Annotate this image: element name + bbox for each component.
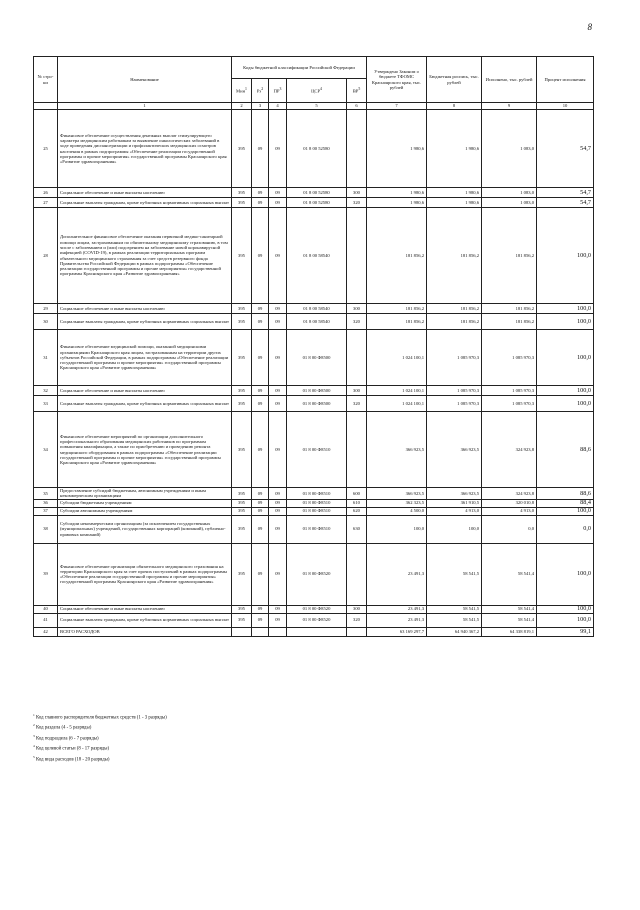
cell-vr [347,412,367,488]
cell-exec: 181 856,2 [482,304,537,314]
cell-min [232,627,252,636]
table-body [34,110,594,637]
cell-rz: 09 [252,188,269,198]
cell-name: Социальное обеспечение и иные выплаты населению [58,304,232,314]
cell-name: Дополнительное финансовое обеспечение оказания первичной медико-санитарной помощи лицам, застрахованным по обязательному медицинскому страхованию, в том числе с заболеванием и (или) подозрением на заболевание новой коронавирусной инфекцией (COVID-19), в рамках реализации территориальных программ обязательного медицинского страхования за счет средств резервного фонда Правительства Российской Федерации в рамках подпрограммы «Обеспечение реализации государственной программы и прочие мероприятия» государственной программы Красноярского края «Развитие здравоохранения» [58,208,232,304]
cell-budget: 1 980,6 [427,110,482,188]
cell-rz: 09 [252,110,269,188]
column-number: 9 [482,103,537,110]
cell-rz [252,627,269,636]
cell-min: 395 [232,396,252,412]
cell-min: 395 [232,412,252,488]
cell-approved: 63 169 297,7 [367,627,427,636]
cell-pct: 88,6 [537,412,594,488]
cell-n: 32 [34,386,58,396]
cell-approved: 1 024 100,1 [367,330,427,386]
cell-budget: 1 980,6 [427,188,482,198]
cell-approved: 4 500,0 [367,507,427,515]
cell-pct: 100,0 [537,208,594,304]
table-header [34,57,594,110]
table-row [34,330,594,386]
cell-exec: 1 085 970,3 [482,386,537,396]
cell-exec: 320 010,8 [482,499,537,507]
cell-approved: 1 980,6 [367,110,427,188]
cell-pct: 100,0 [537,613,594,627]
cell-exec: 181 856,2 [482,314,537,330]
budget-table [33,56,594,637]
cell-pr: 09 [269,314,287,330]
column-number: 8 [427,103,482,110]
cell-name: Социальные выплаты гражданам, кроме публичных нормативных социальных выплат [58,396,232,412]
cell-rz: 09 [252,412,269,488]
table-row [34,507,594,515]
cell-budget: 181 856,2 [427,304,482,314]
cell-pct: 100,0 [537,605,594,613]
column-number: 4 [269,103,287,110]
cell-min: 395 [232,386,252,396]
cell-budget: 366 923,5 [427,412,482,488]
cell-rz: 09 [252,304,269,314]
header-budget-list: Бюджетная роспись, тыс. рублей [427,57,482,103]
cell-vr [347,330,367,386]
cell-rz: 09 [252,543,269,605]
cell-n: 26 [34,188,58,198]
cell-pct: 100,0 [537,543,594,605]
cell-min: 395 [232,314,252,330]
cell-csr: 01 8 00 Ф8510 [287,499,347,507]
cell-vr: 320 [347,314,367,330]
cell-csr: 01 8 00 Ф8510 [287,488,347,500]
cell-approved: 23 491,3 [367,543,427,605]
cell-pr: 09 [269,499,287,507]
cell-budget: 1 085 970,3 [427,396,482,412]
cell-n: 35 [34,488,58,500]
cell-n: 37 [34,507,58,515]
cell-pct: 0,0 [537,515,594,543]
cell-vr: 320 [347,198,367,208]
cell-n: 33 [34,396,58,412]
cell-approved: 362 323,5 [367,499,427,507]
column-number: 3 [252,103,269,110]
header-min: Мин$^1$ [232,79,252,103]
cell-rz: 09 [252,507,269,515]
cell-name: Субсидии автономным учреждениям [58,507,232,515]
cell-pr: 09 [269,386,287,396]
cell-min: 395 [232,110,252,188]
cell-csr: 01 8 00 Ф8510 [287,515,347,543]
table-row [34,110,594,188]
cell-n: 40 [34,605,58,613]
header-codes-group: Коды бюджетной классификации Российской Федерации [232,57,367,79]
cell-exec: 181 856,2 [482,208,537,304]
cell-approved: 1 024 100,1 [367,386,427,396]
column-number: 7 [367,103,427,110]
cell-vr: 300 [347,188,367,198]
table-row [34,198,594,208]
cell-pr: 09 [269,198,287,208]
cell-min: 395 [232,507,252,515]
column-number-blank [34,103,58,110]
cell-name: Социальные выплаты гражданам, кроме публичных нормативных социальных выплат [58,314,232,330]
cell-csr: 01 8 00 58540 [287,208,347,304]
cell-budget: 58 541,5 [427,543,482,605]
cell-min: 395 [232,304,252,314]
cell-n: 28 [34,208,58,304]
table-row [34,499,594,507]
cell-rz: 09 [252,330,269,386]
cell-csr: 01 8 00 Ф8510 [287,412,347,488]
cell-pr: 09 [269,515,287,543]
cell-min: 395 [232,605,252,613]
cell-min: 395 [232,515,252,543]
cell-pct: 99,1 [537,627,594,636]
header-percent: Процент исполнения [537,57,594,103]
cell-name: Социальное обеспечение и иные выплаты населению [58,188,232,198]
footnote: $^2$ Код раздела (4 - 5 разряды) [33,723,92,731]
cell-rz: 09 [252,499,269,507]
column-number: 1 [58,103,232,110]
header-pr: $ПР^3$ [269,79,287,103]
cell-n: 39 [34,543,58,605]
cell-pr: 09 [269,605,287,613]
cell-n: 31 [34,330,58,386]
cell-rz: 09 [252,488,269,500]
cell-pr [269,627,287,636]
cell-csr: 01 8 00 52580 [287,198,347,208]
cell-n: 38 [34,515,58,543]
cell-vr: 300 [347,386,367,396]
cell-exec: 4 913,0 [482,507,537,515]
cell-exec: 1 085 970,3 [482,396,537,412]
cell-min: 395 [232,499,252,507]
cell-rz: 09 [252,396,269,412]
cell-exec: 1 085 970,3 [482,330,537,386]
table-row [34,304,594,314]
footnote: $^5$ Код вида расходов (18 - 20 разряды) [33,754,110,763]
cell-pr: 09 [269,543,287,605]
table-row [34,386,594,396]
header-executed: Исполнено, тыс. рублей [482,57,537,103]
cell-budget: 1 085 970,3 [427,386,482,396]
cell-approved: 181 856,2 [367,314,427,330]
cell-vr: 320 [347,396,367,412]
cell-rz: 09 [252,515,269,543]
cell-name: Социальные выплаты гражданам, кроме публичных нормативных социальных выплат [58,198,232,208]
cell-csr: 01 8 00 Ф8520 [287,605,347,613]
cell-n: 36 [34,499,58,507]
table-row [34,412,594,488]
cell-budget: 58 541,5 [427,613,482,627]
cell-vr: 620 [347,507,367,515]
cell-exec: 324 923,8 [482,412,537,488]
cell-min: 395 [232,613,252,627]
cell-budget: 4 913,0 [427,507,482,515]
cell-approved: 1 980,6 [367,198,427,208]
cell-n: 34 [34,412,58,488]
column-number: 10 [537,103,594,110]
cell-approved: 366 923,5 [367,488,427,500]
cell-name: Предоставление субсидий бюджетным, автономным учреждениям и иным некоммерческим организациям [58,488,232,500]
cell-pct: 88,6 [537,488,594,500]
footnote: $^4$ Код целевой статьи (8 - 17 разряды) [33,744,110,752]
cell-name: ВСЕГО РАСХОДОВ [58,627,232,636]
cell-name: Финансовое обеспечение осуществления денежных выплат стимулирующего характера медицинским работникам за выявление онкологических заболеваний в ходе проведения диспансеризации и профилактических медицинских осмотров населения в рамках подпрограммы «Обеспечение реализации государственной программы и прочие мероприятия» государственной программы Красноярского края «Развитие здравоохранения» [58,110,232,188]
cell-rz: 09 [252,208,269,304]
cell-exec: 324 923,8 [482,488,537,500]
cell-n: 27 [34,198,58,208]
cell-exec: 1 083,0 [482,188,537,198]
cell-pr: 09 [269,507,287,515]
cell-pct: 100,0 [537,330,594,386]
cell-csr: 01 8 00 Ф8500 [287,330,347,386]
cell-budget: 58 541,5 [427,605,482,613]
cell-name: Финансовое обеспечение медицинской помощи, оказанной медицинскими организациями Красноярского края лицам, застрахованным на территории других субъектов Российской Федерации, в рамках подпрограммы «Обеспечение реализации государственной программы и прочие мероприятия» государственной программы Красноярского края «Развитие здравоохранения» [58,330,232,386]
cell-approved: 366 923,5 [367,412,427,488]
cell-name: Субсидии бюджетным учреждениям [58,499,232,507]
header-rz: $Рз^2$ [252,79,269,103]
table-row [34,605,594,613]
cell-csr: 01 8 00 58540 [287,314,347,330]
footnote: $^1$ Код главного распорядителя бюджетных средств (1 - 3 разряды) [33,713,167,721]
column-number: 5 [287,103,347,110]
cell-min: 395 [232,208,252,304]
cell-exec: 58 541,4 [482,605,537,613]
cell-vr: 300 [347,605,367,613]
cell-approved: 23 491,3 [367,613,427,627]
cell-pct: 100,0 [537,386,594,396]
cell-min: 395 [232,198,252,208]
column-number: 2 [232,103,252,110]
cell-budget: 361 910,5 [427,499,482,507]
header-vr: $ВР^5$ [347,79,367,103]
table-row [34,314,594,330]
cell-name: Финансовое обеспечение организации обязательного медицинского страхования на территории Красноярского края за счет прочих поступлений в рамках подпрограммы «Обеспечение реализации государственной программы и прочие мероприятия» государственной программы Красноярского края «Развитие здравоохранения» [58,543,232,605]
cell-approved: 1 024 100,1 [367,396,427,412]
cell-csr: 01 8 00 Ф8510 [287,507,347,515]
header-csr: ЦСР$^4$ [287,79,347,103]
cell-exec: 1 083,0 [482,110,537,188]
cell-exec: 64 338 819,1 [482,627,537,636]
cell-vr [347,627,367,636]
cell-exec: 1 083,0 [482,198,537,208]
cell-vr: 600 [347,488,367,500]
cell-pct: 100,0 [537,304,594,314]
cell-budget: 1 085 970,3 [427,330,482,386]
footnotes [33,712,167,764]
cell-min: 395 [232,543,252,605]
cell-pct: 54,7 [537,110,594,188]
cell-pct: 54,7 [537,198,594,208]
cell-name: Социальные выплаты гражданам, кроме публичных нормативных социальных выплат [58,613,232,627]
table-row [34,208,594,304]
cell-rz: 09 [252,386,269,396]
cell-exec: 58 541,4 [482,613,537,627]
cell-name: Субсидии некоммерческим организациям (за исключением государственных (муниципальных) учреждений, государственных корпораций (компаний), публично-правовых компаний) [58,515,232,543]
header-name: Наименование [58,57,232,103]
cell-pct: 54,7 [537,188,594,198]
cell-pr: 09 [269,110,287,188]
cell-pct: 100,0 [537,507,594,515]
cell-csr: 01 8 00 Ф8520 [287,543,347,605]
cell-rz: 09 [252,198,269,208]
column-numbers-row [34,103,594,110]
cell-pct: 88,4 [537,499,594,507]
cell-pr: 09 [269,488,287,500]
cell-min: 395 [232,330,252,386]
cell-n: 29 [34,304,58,314]
cell-budget: 181 856,2 [427,314,482,330]
cell-approved: 181 856,2 [367,304,427,314]
cell-n: 41 [34,613,58,627]
cell-budget: 366 923,5 [427,488,482,500]
cell-csr: 01 8 00 Ф8500 [287,386,347,396]
table-row [34,613,594,627]
header-num: № стро-ки [34,57,58,103]
cell-name: Социальное обеспечение и иные выплаты населению [58,386,232,396]
column-number: 6 [347,103,367,110]
cell-pct: 100,0 [537,314,594,330]
cell-vr: 610 [347,499,367,507]
table-row [34,627,594,636]
cell-approved: 23 491,3 [367,605,427,613]
cell-csr [287,627,347,636]
cell-exec: 0,0 [482,515,537,543]
cell-csr: 01 8 00 58540 [287,304,347,314]
cell-budget: 1 980,6 [427,198,482,208]
header-approved: Утверждено Законом о бюджете ТФОМС Красноярского края, тыс. рублей [367,57,427,103]
cell-pr: 09 [269,396,287,412]
cell-n: 42 [34,627,58,636]
cell-rz: 09 [252,605,269,613]
cell-csr: 01 8 00 Ф8500 [287,396,347,412]
page-number: 8 [587,22,592,32]
cell-budget: 64 940 367,2 [427,627,482,636]
cell-vr: 320 [347,613,367,627]
cell-pr: 09 [269,208,287,304]
cell-n: 25 [34,110,58,188]
cell-approved: 1 980,6 [367,188,427,198]
cell-budget: 181 856,2 [427,208,482,304]
table-row [34,188,594,198]
cell-min: 395 [232,188,252,198]
cell-budget: 100,0 [427,515,482,543]
cell-vr: 300 [347,304,367,314]
footnote: $^3$ Код подраздела (6 - 7 разряды) [33,733,99,742]
cell-rz: 09 [252,613,269,627]
cell-csr: 01 8 00 52580 [287,110,347,188]
cell-n: 30 [34,314,58,330]
cell-vr [347,543,367,605]
cell-approved: 181 856,2 [367,208,427,304]
cell-name: Социальное обеспечение и иные выплаты населению [58,605,232,613]
cell-approved: 100,0 [367,515,427,543]
cell-pr: 09 [269,330,287,386]
table-row [34,396,594,412]
cell-rz: 09 [252,314,269,330]
table-row [34,515,594,543]
cell-pct: 100,0 [537,396,594,412]
cell-vr [347,110,367,188]
cell-vr [347,208,367,304]
cell-pr: 09 [269,304,287,314]
cell-name: Финансовое обеспечение мероприятий по организации дополнительного профессионального образования медицинских работников по программам повышения квалификации, а также по приобретению и проведению ремонта медицинского оборудования в рамках подпрограммы «Обеспечение реализации государственной программы и прочие мероприятия» государственной программы Красноярского края «Развитие здравоохранения» [58,412,232,488]
cell-pr: 09 [269,613,287,627]
cell-exec: 58 541,4 [482,543,537,605]
cell-pr: 09 [269,412,287,488]
cell-pr: 09 [269,188,287,198]
table-row [34,488,594,500]
table-row [34,543,594,605]
cell-csr: 01 8 00 Ф8520 [287,613,347,627]
cell-csr: 01 8 00 52580 [287,188,347,198]
cell-vr: 630 [347,515,367,543]
cell-min: 395 [232,488,252,500]
